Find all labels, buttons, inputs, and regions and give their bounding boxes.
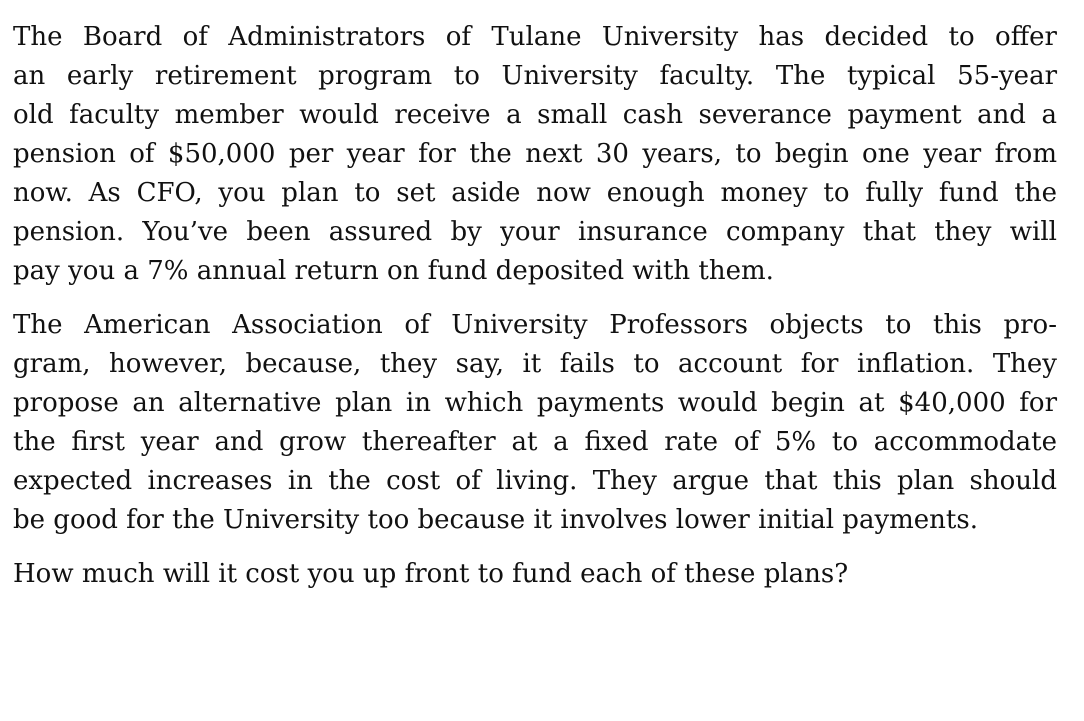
paragraph-pension-plan [13,18,1057,291]
text-line: old faculty member would receive a small cash severance payment and a [13,100,1057,130]
text-line: now. As CFO, you plan to set aside now enough money to fully fund the [13,178,1057,208]
document-body [13,18,1057,609]
text-line: pension. You’ve been assured by your insurance company that they will [13,217,1057,247]
text-line: propose an alternative plan in which payments would begin at $40,000 for [13,388,1057,418]
text-line: The Board of Administrators of Tulane University has decided to offer [13,22,1057,52]
question-line: How much will it cost you up front to fund each of these plans? [13,559,849,589]
text-line: pension of $50,000 per year for the next 30 years, to begin one year from [13,139,1057,169]
paragraph-aaup-objection [13,306,1057,540]
text-line: an early retirement program to University faculty. The typical 55-year [13,61,1057,91]
paragraph-question [13,555,1057,594]
text-line: be good for the University too because it involves lower initial payments. [13,505,978,535]
text-line: pay you a 7% annual return on fund deposited with them. [13,256,774,286]
text-line: gram, however, because, they say, it fails to account for inflation. They [13,349,1057,379]
text-line: The American Association of University Professors objects to this pro- [13,310,1057,340]
text-line: the first year and grow thereafter at a fixed rate of 5% to accommodate [13,427,1057,457]
text-line: expected increases in the cost of living. They argue that this plan should [13,466,1057,496]
